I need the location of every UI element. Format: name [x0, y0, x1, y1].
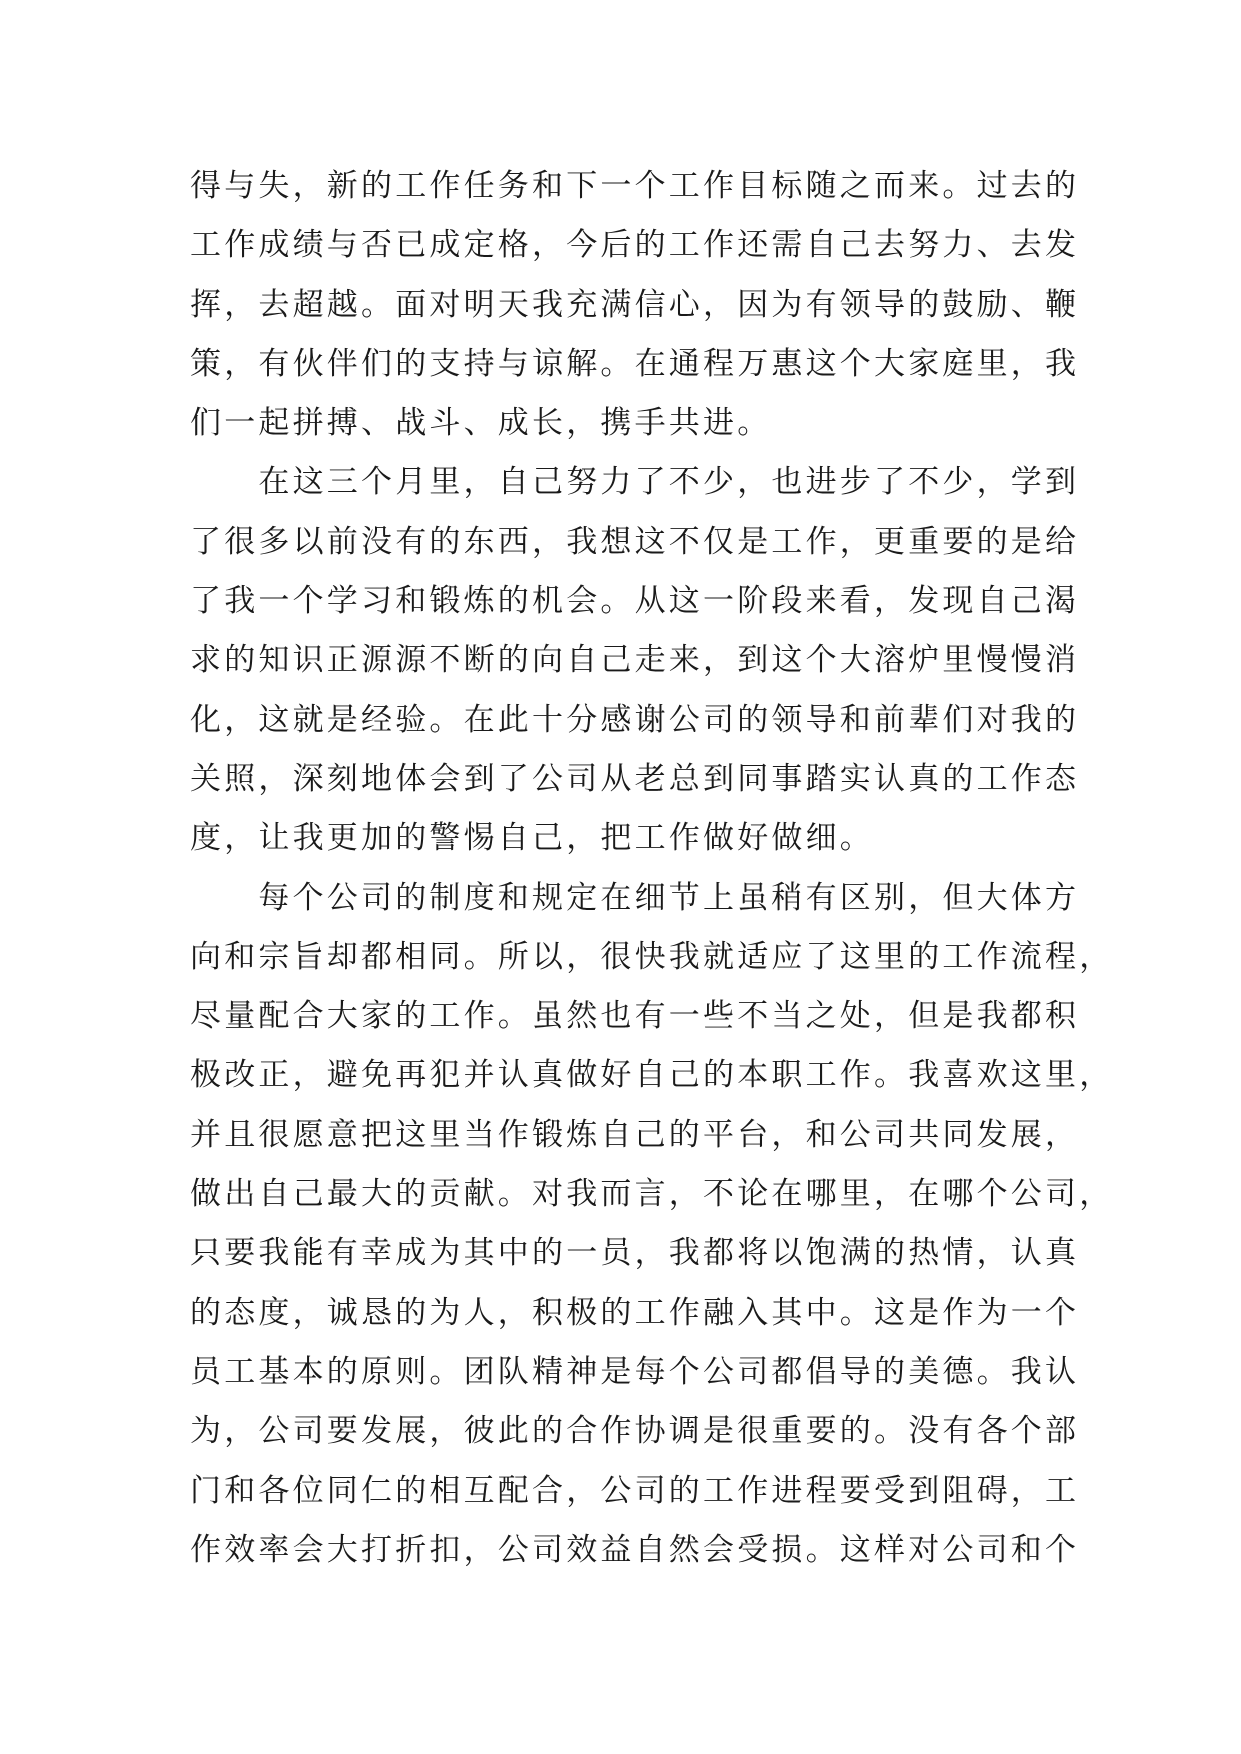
text-line: 尽量配合大家的工作。虽然也有一些不当之处，但是我都积 [190, 998, 1080, 1035]
text-line: 做出自己最大的贡献。对我而言，不论在哪里，在哪个公司， [190, 1176, 1114, 1213]
text-line: 得与失，新的工作任务和下一个工作目标随之而来。过去的 [190, 168, 1080, 204]
text-line: 工作成绩与否已成定格，今后的工作还需自己去努力、去发 [190, 227, 1080, 264]
text-line: 门和各位同仁的相互配合，公司的工作进程要受到阻碍，工 [190, 1472, 1080, 1509]
text-line: 只要我能有幸成为其中的一员，我都将以饱满的热情，认真 [190, 1235, 1080, 1272]
text-line: 为，公司要发展，彼此的合作协调是很重要的。没有各个部 [190, 1413, 1080, 1450]
body-text [190, 157, 1114, 1580]
text-line: 向和宗旨却都相同。所以，很快我就适应了这里的工作流程， [190, 938, 1114, 975]
text-line: 挥，去超越。面对明天我充满信心，因为有领导的鼓励、鞭 [190, 286, 1080, 323]
text-line: 了很多以前没有的东西，我想这不仅是工作，更重要的是给 [190, 523, 1080, 560]
text-line: 员工基本的原则。团队精神是每个公司都倡导的美德。我认 [190, 1353, 1080, 1390]
text-line: 度，让我更加的警惕自己，把工作做好做细。 [190, 820, 874, 857]
text-line: 作效率会大打折扣，公司效益自然会受损。这样对公司和个 [190, 1531, 1080, 1568]
text-line: 每个公司的制度和规定在细节上虽稍有区别，但大体方 [190, 879, 1080, 916]
text-line: 化，这就是经验。在此十分感谢公司的领导和前辈们对我的 [190, 701, 1080, 738]
text-line: 们一起拼搏、战斗、成长，携手共进。 [190, 405, 772, 442]
text-line: 并且很愿意把这里当作锻炼自己的平台，和公司共同发展， [190, 1116, 1080, 1153]
text-line: 在这三个月里，自己努力了不少，也进步了不少，学到 [190, 464, 1080, 501]
text-line: 策，有伙伴们的支持与谅解。在通程万惠这个大家庭里，我 [190, 345, 1080, 382]
text-line: 关照，深刻地体会到了公司从老总到同事踏实认真的工作态 [190, 760, 1080, 797]
text-line: 求的知识正源源不断的向自己走来，到这个大溶炉里慢慢消 [190, 642, 1080, 679]
text-line: 的态度，诚恳的为人，积极的工作融入其中。这是作为一个 [190, 1294, 1080, 1331]
text-line: 极改正，避免再犯并认真做好自己的本职工作。我喜欢这里， [190, 1057, 1114, 1094]
text-line: 了我一个学习和锻炼的机会。从这一阶段来看，发现自己渴 [190, 583, 1080, 620]
